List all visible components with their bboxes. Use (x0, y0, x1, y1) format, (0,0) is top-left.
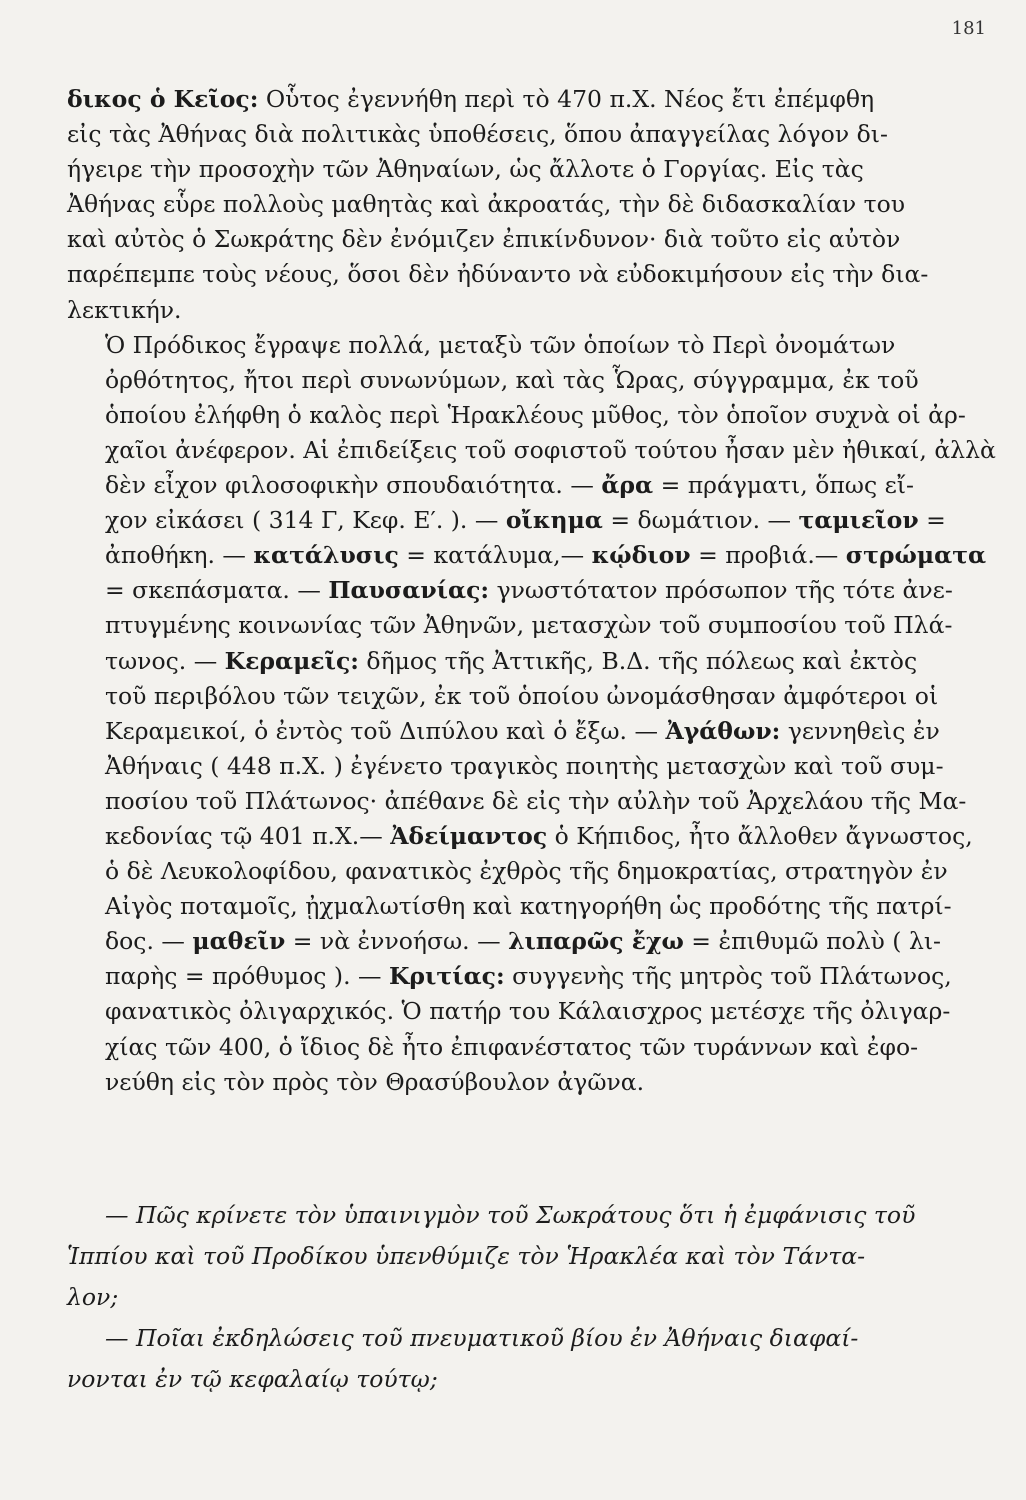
text-run: ήγειρε τὴν προσοχὴν τῶν Ἀθηναίων, ὡς ἄλλοτε ὁ Γοργίας. Εἰς τὰς (67, 155, 864, 184)
text-run: γνωστότατον πρόσωπον τῆς τότε ἀνε- (489, 576, 953, 605)
text-line (67, 1030, 967, 1065)
lemma: κατάλυσις (253, 541, 399, 570)
text-run: ὀρθότητος, ἤτοι περὶ συνωνύμων, καὶ τὰς Ὧρας, σύγγραμμα, ἐκ τοῦ (105, 365, 919, 394)
text-run: Κεραμεικοί, ὁ ἐντὸς τοῦ Διπύλου καὶ ὁ ἔξω. — (105, 716, 666, 745)
text-line (67, 468, 967, 503)
text-run: ὁποίου ἐλήφθη ὁ καλὸς περὶ Ἡρακλέους μῦθος, τὸν ὁποῖον συχνὰ οἱ ἀρ- (105, 400, 966, 429)
text-run: τωνος. — (105, 646, 225, 675)
text-run: Ἀθήνας εὗρε πολλοὺς μαθητὰς καὶ ἀκροατάς, τὴν δὲ διδασκαλίαν του (67, 190, 906, 219)
lemma: ταμιεῖον (798, 506, 919, 535)
page-number: 181 (951, 18, 986, 39)
text-run: δῆμος τῆς Ἀττικῆς, Β.Δ. τῆς πόλεως καὶ ἐκτὸς (358, 646, 918, 675)
question-line: — Ποῖαι ἐκδηλώσεις τοῦ πνευματικοῦ βίου ἐν Ἀθήναις διαφαί- (105, 1324, 859, 1352)
text-run: = σκεπάσματα. — (105, 576, 329, 605)
text-line (67, 293, 967, 328)
text-run: ἀποθήκη. — (105, 541, 254, 570)
text-run: δος. — (105, 927, 193, 956)
text-run: = ἐπιθυμῶ πολὺ ( λι- (683, 927, 941, 956)
text-run: παρέπεμπε τοὺς νέους, ὅσοι δὲν ἠδύναντο νὰ εὐδοκιμήσουν εἰς τὴν δια- (67, 260, 929, 289)
text-run: Ὁ Πρόδικος ἔγραψε πολλά, μεταξὺ τῶν ὁποίων τὸ Περὶ ὀνομάτων (105, 330, 896, 359)
text-run: γεννηθεὶς ἐν (780, 716, 940, 745)
commentary-text (67, 82, 996, 1100)
text-line (67, 503, 967, 538)
text-line (67, 994, 967, 1029)
text-run: δὲν εἶχον φιλοσοφικὴν σπουδαιότητα. — (105, 471, 602, 500)
text-line (67, 328, 967, 363)
text-run: χον εἰκάσει ( 314 Γ, Κεφ. Ε′. ). — (105, 506, 506, 535)
lemma: Κεραμεῖς: (224, 646, 359, 675)
text-line (67, 433, 996, 468)
text-run: = προβιά.— (690, 541, 846, 570)
text-run: = πράγματι, ὅπως εἴ- (653, 471, 914, 500)
lemma: μαθεῖν (192, 927, 286, 956)
text-line (67, 398, 967, 433)
question (67, 1318, 967, 1400)
text-run: παρὴς = πρόθυμος ). — (105, 962, 389, 991)
lemma: λιπαρῶς ἔχω (508, 927, 684, 956)
text-run: τοῦ περιβόλου τῶν τειχῶν, ἐκ τοῦ ὁποίου ὠνομάσθησαν ἀμφότεροι οἱ (105, 681, 939, 710)
question-line: λον; (67, 1283, 119, 1311)
text-run: κεδονίας τῷ 401 π.Χ.— (105, 821, 391, 850)
lemma: ἄρα (601, 471, 654, 500)
text-line (67, 538, 987, 573)
text-line (67, 959, 967, 994)
question-line: νονται ἐν τῷ κεφαλαίῳ τούτῳ; (67, 1365, 438, 1393)
text-line (67, 222, 967, 257)
text-run: συγγενὴς τῆς μητρὸς τοῦ Πλάτωνος, (504, 962, 952, 991)
lemma: δικος ὁ Κεῖος: (67, 85, 259, 113)
lemma: στρώματα (845, 541, 987, 570)
text-line (67, 152, 967, 187)
lemma: οἴκημα (505, 506, 603, 535)
paragraph (67, 82, 967, 328)
lemma: Κριτίας: (388, 962, 505, 991)
text-line (67, 363, 967, 398)
text-run: ὁ δὲ Λευκολοφίδου, φανατικὸς ἐχθρὸς τῆς δημοκρατίας, στρατηγὸν ἐν (105, 857, 948, 886)
text-run: = κατάλυμα,— (398, 541, 592, 570)
text-line (67, 82, 967, 117)
text-line (67, 117, 967, 152)
question (67, 1195, 967, 1318)
paragraph (67, 328, 996, 1100)
text-line (67, 187, 967, 222)
text-run: Ἀθήναις ( 448 π.Χ. ) ἐγένετο τραγικὸς ποιητὴς μετασχὼν καὶ τοῦ συμ- (105, 751, 944, 780)
text-run: Αἰγὸς ποταμοῖς, ᾐχμαλωτίσθη καὶ κατηγορήθη ὡς προδότης τῆς πατρί- (105, 892, 952, 921)
text-line (67, 819, 973, 854)
question-line: — Πῶς κρίνετε τὸν ὑπαινιγμὸν τοῦ Σωκράτους ὅτι ἡ ἐμφάνισις τοῦ (105, 1201, 916, 1229)
text-run: πτυγμένης κοινωνίας τῶν Ἀθηνῶν, μετασχὼν τοῦ συμποσίου τοῦ Πλά- (105, 611, 953, 640)
text-run: = (918, 506, 946, 535)
text-run: καὶ αὐτὸς ὁ Σωκράτης δὲν ἐνόμιζεν ἐπικίνδυνον· διὰ τοῦτο εἰς αὐτὸν (67, 225, 901, 254)
text-line (67, 257, 967, 292)
text-line (67, 573, 967, 608)
lemma: κῴδιον (591, 541, 691, 570)
text-line (67, 679, 967, 714)
lemma: Ἀδείμαντος (390, 821, 548, 850)
question-line: Ἱππίου καὶ τοῦ Προδίκου ὑπενθύμιζε τὸν Ἡρακλέα καὶ τὸν Τάντα- (67, 1242, 866, 1270)
text-line (67, 1065, 967, 1100)
text-line (67, 608, 967, 643)
text-run: ὁ Κήπιδος, ἦτο ἄλλοθεν ἄγνωστος, (547, 821, 973, 850)
text-run: φανατικὸς ὀλιγαρχικός. Ὁ πατήρ του Κάλαισχρος μετέσχε τῆς ὀλιγαρ- (105, 997, 951, 1026)
text-run: εἰς τὰς Ἀθήνας διὰ πολιτικὰς ὑποθέσεις, ὅπου ἀπαγγείλας λόγον δι- (67, 120, 888, 149)
text-run: νεύθη εἰς τὸν πρὸς τὸν Θρασύβουλον ἀγῶνα. (105, 1067, 645, 1096)
text-run: ποσίου τοῦ Πλάτωνος· ἀπέθανε δὲ εἰς τὴν αὐλὴν τοῦ Ἀρχελάου τῆς Μα- (105, 786, 967, 815)
text-line (67, 889, 967, 924)
text-run: λεκτικήν. (67, 295, 182, 324)
lemma: Παυσανίας: (328, 576, 490, 605)
text-line (67, 714, 967, 749)
study-questions (67, 1195, 967, 1400)
text-line (67, 784, 967, 819)
text-line (67, 924, 967, 959)
text-run: χαῖοι ἀνέφερον. Αἱ ἐπιδείξεις τοῦ σοφιστοῦ τούτου ἦσαν μὲν ἠθικαί, ἀλλὰ (105, 435, 996, 464)
lemma: Ἀγάθων: (665, 716, 781, 745)
text-line (67, 749, 967, 784)
text-run: χίας τῶν 400, ὁ ἴδιος δὲ ἦτο ἐπιφανέστατος τῶν τυράννων καὶ ἐφο- (105, 1032, 919, 1061)
text-run: = νὰ ἐννοήσω. — (285, 927, 509, 956)
text-line (67, 854, 967, 889)
text-run: = δωμάτιον. — (602, 506, 799, 535)
text-run: Οὗτος ἐγεννήθη περὶ τὸ 470 π.Χ. Νέος ἔτι ἐπέμφθη (258, 85, 875, 113)
text-line (67, 644, 967, 679)
